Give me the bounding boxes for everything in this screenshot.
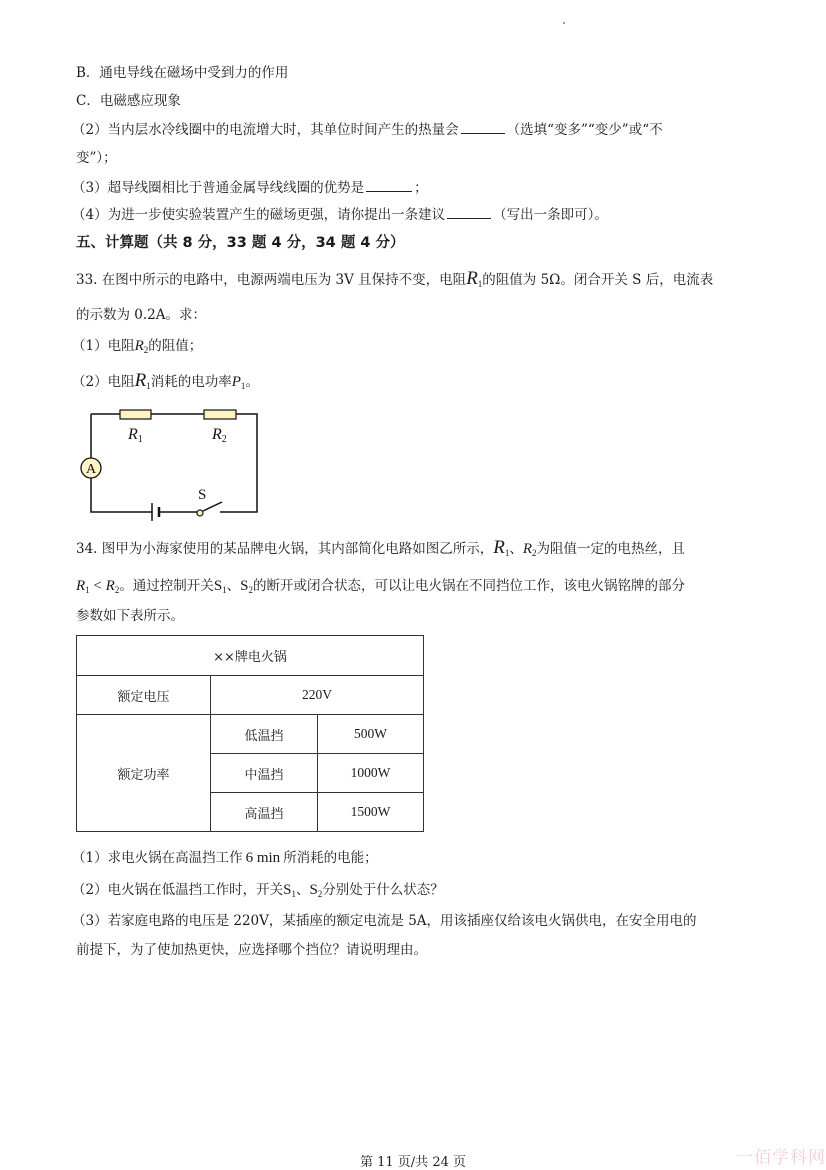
q34-r1 <box>76 578 90 594</box>
subscript: 2 <box>114 585 120 595</box>
symbol-s: S <box>309 882 318 898</box>
sub-question-4-text: （4）为进一步使实验装置产生的磁场更强，请你提出一条建议 <box>72 207 446 223</box>
sub-question-2-text: （2）当内层水冷线圈中的电流增大时，其单位时间产生的热量会 <box>72 122 459 138</box>
q33-sub2-text: （2）电阻 <box>72 374 135 390</box>
power-cell: 1000W <box>318 754 424 793</box>
table-row <box>77 636 424 676</box>
option-b: B．通电导线在磁场中受到力的作用 <box>76 65 289 81</box>
q34-sub1-text: （1）求电火锅在高温挡工作 <box>72 850 243 866</box>
sub-question-2 <box>72 121 663 139</box>
watermark-logo: 一佰学科网 <box>736 1148 826 1168</box>
answer-blank <box>447 206 491 219</box>
q34-r1 <box>493 537 509 558</box>
symbol-r: R <box>493 537 505 558</box>
q34-sub1-end: 所消耗的电能； <box>283 850 378 866</box>
subscript: 1 <box>504 548 510 558</box>
power-cell: 500W <box>318 715 424 754</box>
q33-text-b: 的阻值为 5Ω。闭合开关 S 后，电流表 <box>482 272 714 288</box>
q33-text-a: 33. 在图中所示的电路中，电源两端电压为 3V 且保持不变，电阻 <box>76 272 467 288</box>
sub-question-3 <box>72 179 428 197</box>
table-row <box>77 676 424 715</box>
sub-question-2-cont: 变”）； <box>76 150 117 166</box>
q34-sub-3: （3）若家庭电路的电压是 220V，某插座的额定电流是 5A，用该插座仅给该电火锅供电，在安全用电的 <box>72 913 697 929</box>
mode-cell: 高温挡 <box>211 793 318 832</box>
q33-line-2: 的示数为 0.2A。求： <box>76 307 207 323</box>
scan-speck <box>563 22 565 24</box>
sub-question-4 <box>72 206 608 224</box>
q34-s1 <box>214 578 227 594</box>
q33-sub-2 <box>72 372 259 395</box>
rated-voltage-value: 220V <box>211 676 424 715</box>
q33-sub2-mid: 消耗的电功率 <box>150 374 232 390</box>
q34-line-1 <box>76 539 685 562</box>
subscript: 2 <box>317 889 323 899</box>
q34-s2 <box>240 578 253 594</box>
q33-sub2-end: 。 <box>245 374 259 390</box>
q34-sub-2 <box>72 881 444 903</box>
wire <box>91 478 152 512</box>
symbol-s: S <box>240 578 249 594</box>
subscript: 1 <box>146 381 151 391</box>
switch-pivot <box>197 510 203 516</box>
q33-p1 <box>232 374 246 390</box>
rated-voltage-label: 额定电压 <box>77 676 211 715</box>
q34-text-d: 的断开或闭合状态，可以让电火锅在不同挡位工作，该电火锅铭牌的部分 <box>253 578 685 594</box>
ammeter-label: A <box>85 462 97 477</box>
symbol-r: R <box>76 578 86 594</box>
q33-r1 <box>135 370 151 391</box>
q34-text-b: 为阻值一定的电热丝，且 <box>536 541 686 557</box>
symbol-s: S <box>283 882 292 898</box>
sub-question-2-hint: （选填“变多”“变少”或“不 <box>506 122 663 138</box>
less-than: < <box>89 578 106 594</box>
table-row <box>77 715 424 754</box>
page-number: 第 11 页/共 24 页 <box>360 1155 466 1170</box>
subscript: 1 <box>222 585 227 595</box>
answer-blank <box>461 121 505 134</box>
symbol-r: R <box>466 268 478 289</box>
symbol-r: R <box>134 338 144 354</box>
subscript: 1 <box>240 381 246 391</box>
q33-sub-1 <box>72 337 202 359</box>
resistor-r2 <box>204 410 236 419</box>
switch-lever <box>203 502 222 511</box>
q34-sub-3-cont: 前提下，为了使加热更快，应选择哪个挡位？请说明理由。 <box>76 942 427 958</box>
rated-power-label: 额定功率 <box>77 715 211 832</box>
q33-r1 <box>466 268 482 289</box>
subscript: 1 <box>291 889 296 899</box>
switch-label: S <box>198 487 207 503</box>
subscript: 2 <box>248 585 253 595</box>
symbol-r: R <box>105 578 115 594</box>
circuit-diagram <box>74 402 274 527</box>
sub-question-4-hint: （写出一条即可）。 <box>493 207 608 223</box>
q33-sub1-text: （1）电阻 <box>72 338 135 354</box>
q34-line-3: 参数如下表所示。 <box>76 608 184 624</box>
q34-r2 <box>106 578 120 594</box>
q33-r2 <box>135 338 149 354</box>
separator: 、 <box>226 578 241 594</box>
section-heading: 五、计算题（共 8 分，33 题 4 分，34 题 4 分） <box>76 235 405 251</box>
q33-line-1 <box>76 270 713 293</box>
power-cell: 1500W <box>318 793 424 832</box>
q34-sub2-text: （2）电火锅在低温挡工作时，开关 <box>72 882 284 898</box>
symbol-p: P <box>231 374 241 390</box>
subscript: 2 <box>143 345 149 355</box>
subscript: 1 <box>85 585 90 595</box>
subscript: 2 <box>532 548 537 558</box>
separator: 、 <box>295 882 310 898</box>
wire <box>220 414 257 512</box>
resistor-r1 <box>120 410 151 419</box>
q34-line-2 <box>76 577 685 599</box>
sub-question-3-text: （3）超导线圈相比于普通金属导线线圈的优势是 <box>72 180 365 196</box>
mode-cell: 中温挡 <box>211 754 318 793</box>
r2-label: R2 <box>212 426 227 445</box>
q33-sub1-end: 的阻值； <box>148 338 203 354</box>
answer-blank <box>366 179 412 192</box>
symbol-r: R <box>522 541 533 557</box>
mode-cell: 低温挡 <box>211 715 318 754</box>
r1-label: R1 <box>128 426 143 445</box>
q34-sub-1 <box>72 849 378 867</box>
separator: 、 <box>509 541 523 557</box>
q34-s2 <box>309 882 322 898</box>
q34-sub2-end: 分别处于什么状态？ <box>322 882 444 898</box>
spec-table <box>76 635 424 832</box>
option-c: C．电磁感应现象 <box>76 93 181 109</box>
q34-text-a: 34. 图甲为小海家使用的某品牌电火锅，其内部简化电路如图乙所示， <box>76 541 494 557</box>
q34-s1 <box>283 882 296 898</box>
symbol-r: R <box>134 370 147 391</box>
symbol-s: S <box>213 578 223 594</box>
subscript: 1 <box>477 279 483 289</box>
sub-question-3-end: ； <box>414 180 428 196</box>
table-title: ××牌电火锅 <box>77 636 424 676</box>
time-value: 6 min <box>245 850 281 866</box>
q34-text-c: 。通过控制开关 <box>119 578 214 594</box>
q34-r2 <box>523 541 537 557</box>
